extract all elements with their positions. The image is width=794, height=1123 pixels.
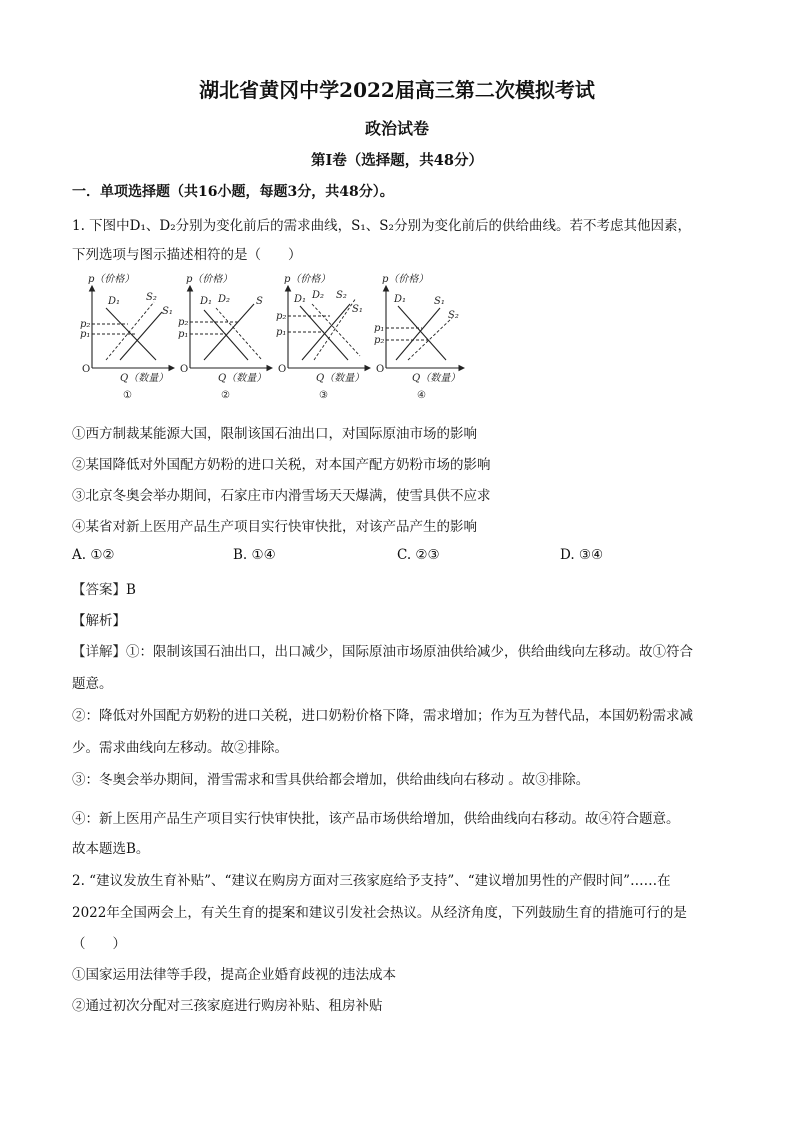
q2-stem-line2: 2022年全国两会上，有关生育的提案和建议引发社会热议。从经济角度，下列鼓励生育的措施可行的是	[72, 905, 687, 921]
graph-3	[276, 273, 370, 401]
page-title: 湖北省黄冈中学2022届高三第二次模拟考试	[199, 78, 595, 102]
detail-tag: 【详解】	[72, 644, 126, 660]
q1-item-1: ①西方制裁某能源大国，限制该国石油出口，对国际原油市场的影响	[72, 426, 477, 442]
graph-3-ylabel: p（价格）	[284, 274, 331, 285]
q1-option-d: D. ③④	[560, 547, 604, 563]
graph-3-s2: S₂	[336, 290, 347, 301]
supply-demand-figures	[78, 268, 468, 408]
graph-4-origin: O	[376, 364, 385, 375]
graph-2-d2: D₂	[218, 294, 231, 305]
graph-1-origin: O	[82, 364, 91, 375]
graph-3-s1: S₁	[352, 304, 363, 315]
graph-3-d2: D₂	[312, 290, 325, 301]
q1-detail-1b: 题意。	[72, 676, 113, 692]
q2-item-2: ②通过初次分配对三孩家庭进行购房补贴、租房补贴	[72, 998, 383, 1014]
graph-4-number: ④	[417, 390, 426, 401]
graph-1	[80, 273, 174, 401]
part-title: 第Ⅰ卷（选择题，共48分）	[311, 152, 483, 169]
q2-stem-line1: 2. “建议发放生育补贴”、“建议在购房方面对三孩家庭给予支持”、“建议增加男性的产假时间”……在	[72, 873, 671, 889]
graph-1-p2: p₂	[80, 319, 91, 330]
q1-graphs	[78, 268, 468, 408]
graph-2	[178, 273, 272, 401]
section-heading: 一．单项选择题（共16小题，每题3分，共48分）。	[72, 184, 394, 200]
q1-option-a: A. ①②	[72, 547, 115, 563]
graph-3-xlabel: Q（数量）	[316, 373, 365, 384]
graph-1-ylabel: p（价格）	[88, 274, 135, 285]
q1-detail-1a	[72, 640, 693, 660]
graph-4-p2: p₂	[374, 335, 385, 346]
q2-stem-line3: （ ）	[72, 936, 126, 952]
answer-tag: 【答案】	[72, 582, 126, 598]
q1-conclusion: 故本题选B。	[72, 841, 150, 857]
subject-title: 政治试卷	[364, 119, 429, 138]
answer-value: B	[126, 582, 136, 598]
graph-2-d1: D₁	[200, 296, 213, 307]
q1-stem-line1: 1. 下图中D₁、D₂分别为变化前后的需求曲线，S₁、S₂分别为变化前后的供给曲线。若不考虑其他因素，	[72, 218, 691, 234]
q1-item-4: ④某省对新上医用产品生产项目实行快审快批，对该产品产生的影响	[72, 519, 477, 535]
graph-4-p1: p₁	[374, 323, 385, 334]
graph-3-number: ③	[319, 390, 328, 401]
graph-4	[374, 273, 464, 401]
graph-1-d1: D₁	[108, 296, 121, 307]
q1-analysis-tag: 【解析】	[72, 613, 126, 629]
graph-2-origin: O	[180, 364, 189, 375]
graph-2-xlabel: Q（数量）	[218, 373, 267, 384]
graph-1-number: ①	[123, 390, 132, 401]
graph-3-d1: D₁	[294, 294, 307, 305]
q1-option-c: C. ②③	[397, 547, 440, 563]
q1-detail-4: ④：新上医用产品生产项目实行快审快批，该产品市场供给增加，供给曲线向右移动。故④符合题意。	[72, 811, 680, 827]
graph-2-s: S	[256, 296, 263, 307]
graph-2-p2: p₂	[178, 317, 189, 328]
q2-item-1: ①国家运用法律等手段，提高企业婚育歧视的违法成本	[72, 967, 396, 983]
graph-4-d1: D₁	[394, 294, 407, 305]
graph-3-origin: O	[278, 364, 287, 375]
graph-3-p1: p₁	[276, 327, 287, 338]
q1-answer	[72, 578, 136, 598]
graph-2-number: ②	[221, 390, 230, 401]
q1-detail-3: ③：冬奥会举办期间，滑雪需求和雪具供给都会增加，供给曲线向右移动 。故③排除。	[72, 772, 590, 788]
q1-option-b: B. ①④	[233, 547, 276, 563]
graph-2-ylabel: p（价格）	[186, 274, 233, 285]
graph-1-xlabel: Q（数量）	[120, 373, 169, 384]
graph-4-xlabel: Q（数量）	[412, 373, 461, 384]
q1-item-2: ②某国降低对外国配方奶粉的进口关税，对本国产配方奶粉市场的影响	[72, 457, 491, 473]
graph-1-p1: p₁	[80, 329, 91, 340]
graph-3-p2: p₂	[276, 311, 287, 322]
q1-detail-2b: 少。需求曲线向左移动。故②排除。	[72, 740, 288, 756]
graph-4-s1: S₁	[434, 296, 445, 307]
q1-stem-line2: 下列选项与图示描述相符的是（ ）	[72, 247, 302, 263]
graph-4-ylabel: p（价格）	[382, 274, 429, 285]
detail-1a-text: ①：限制该国石油出口，出口减少，国际原油市场原油供给减少，供给曲线向左移动。故①符合	[126, 644, 693, 660]
graph-2-p1: p₁	[178, 329, 189, 340]
q1-detail-2a: ②：降低对外国配方奶粉的进口关税，进口奶粉价格下降，需求增加；作为互为替代品，本国奶粉需求减	[72, 708, 693, 724]
graph-1-s2: S₂	[146, 292, 157, 303]
graph-1-s1: S₁	[162, 306, 173, 317]
q1-item-3: ③北京冬奥会举办期间，石家庄市内滑雪场天天爆满，使雪具供不应求	[72, 488, 491, 504]
graph-4-s2: S₂	[448, 310, 459, 321]
